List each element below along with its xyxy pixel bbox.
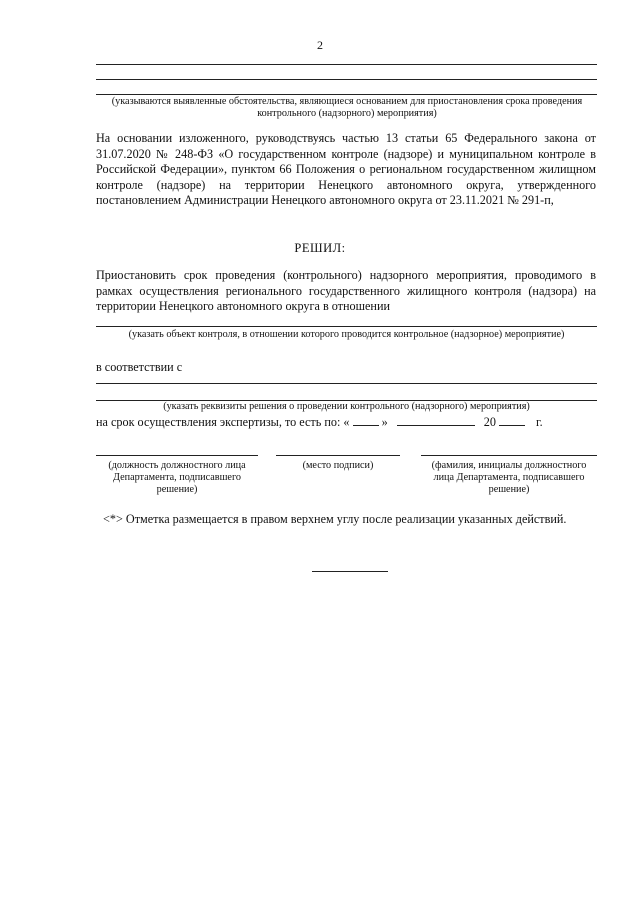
circumstances-line-2	[96, 79, 597, 80]
decision-heading: РЕШИЛ:	[294, 241, 346, 255]
object-line	[96, 326, 597, 327]
decision-paragraph: Приостановить срок проведения (контрольного) надзорного мероприятия, проводимого в рамках осуществления регионального государственного жилищного контроля (надзора) на территории Ненецкого автономного округа в отношении	[96, 268, 596, 314]
signature-name-line	[421, 455, 597, 456]
footnote: <*> Отметка размещается в правом верхнем углу после реализации указанных действий.	[103, 512, 567, 526]
term-prefix: на срок осуществления экспертизы, то есть по: «	[96, 415, 350, 429]
signature-place-line	[276, 455, 400, 456]
accordance-label: в соответствии с	[96, 360, 183, 374]
term-row	[96, 414, 543, 430]
term-year-prefix: 20	[483, 415, 496, 429]
end-separator-line	[312, 571, 388, 572]
requisites-line-1	[96, 383, 597, 384]
term-quote-close: »	[381, 415, 388, 429]
signature-place-caption: (место подписи)	[302, 460, 374, 471]
requisites-caption: (указать реквизиты решения о проведении контрольного (надзорного) мероприятия)	[163, 401, 530, 412]
circumstances-line-3	[96, 94, 597, 95]
object-caption: (указать объект контроля, в отношении которого проводится контрольное (надзорное) мероприятие)	[128, 329, 565, 340]
circumstances-caption: (указываются выявленные обстоятельства, являющиеся основанием для приостановления срока проведения контрольного (надзорного) мероприятия)	[111, 96, 583, 119]
page-number: 2	[317, 38, 323, 52]
term-day-blank	[353, 414, 379, 426]
term-month-blank	[397, 414, 475, 426]
signature-position-line	[96, 455, 258, 456]
basis-paragraph: На основании изложенного, руководствуясь частью 13 статьи 65 Федерального закона от 31.07.2020 № 248-ФЗ «О государственном контроле (надзоре) и муниципальном контроле в Российской Федерации», пунктом 66 Положения о региональном государственном жилищном контроле (надзоре) на территории Ненецкого автономного округа, утвержденного постановлением Администрации Ненецкого автономного округа от 23.11.2021 № 291-п,	[96, 131, 596, 208]
term-year-suffix: г.	[536, 415, 543, 429]
signature-name-caption: (фамилия, инициалы должностного лица Департамента, подписавшего решение)	[431, 460, 587, 495]
term-year-blank	[499, 414, 525, 426]
signature-position-caption: (должность должностного лица Департамента, подписавшего решение)	[108, 460, 246, 495]
circumstances-line-1	[96, 64, 597, 65]
